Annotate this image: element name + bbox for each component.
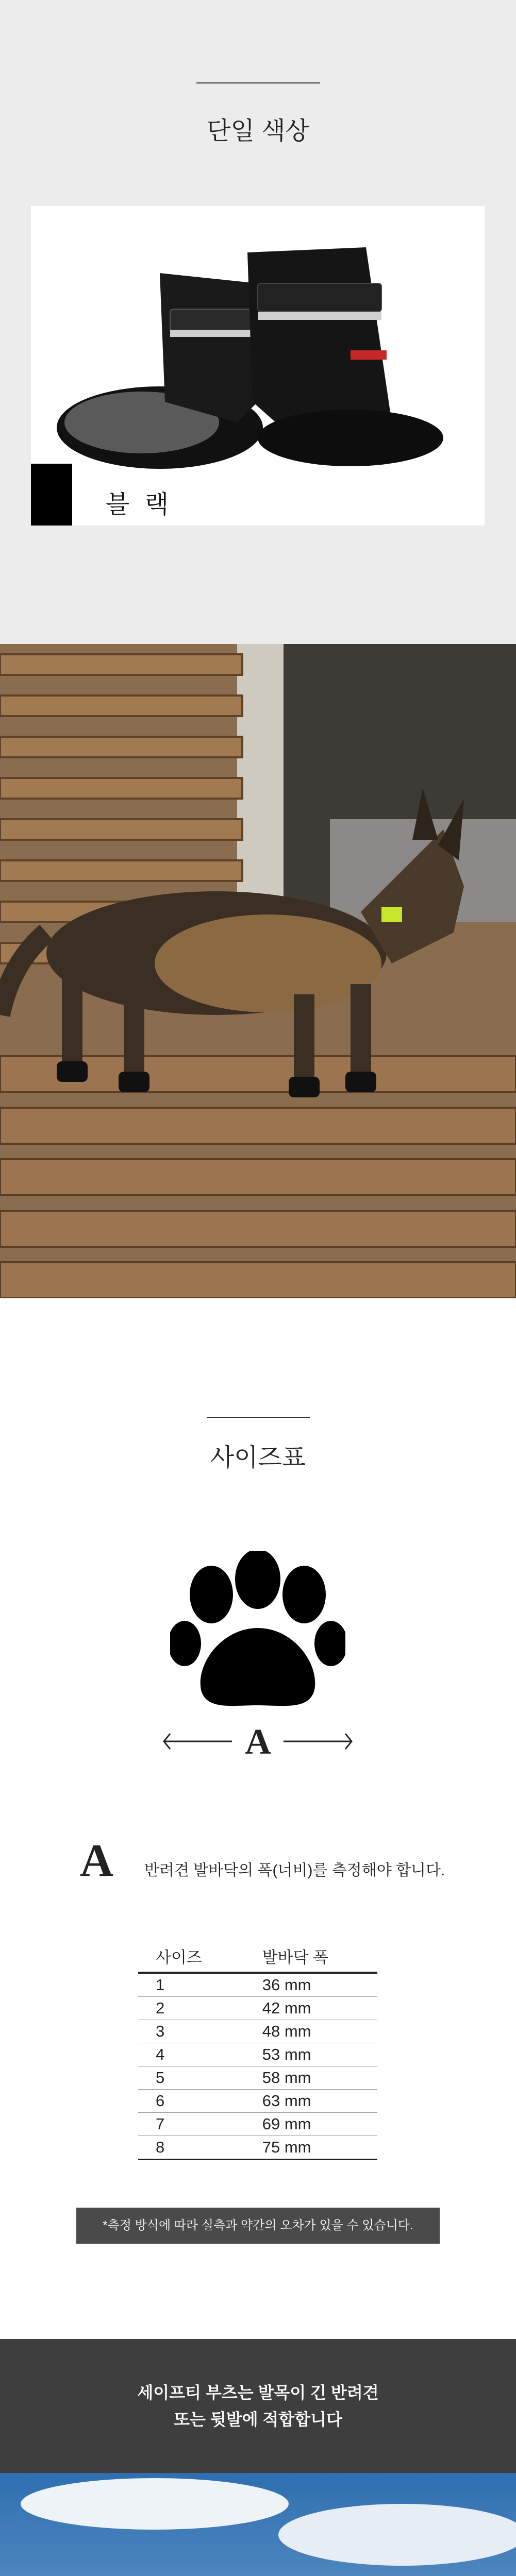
cell-size: 2 xyxy=(138,1997,245,2020)
cell-size: 1 xyxy=(138,1973,245,1997)
cell-size: 5 xyxy=(138,2066,245,2090)
title-divider xyxy=(207,1417,310,1418)
banner-line-2: 또는 뒷발에 적합합니다 xyxy=(174,2410,342,2429)
cell-size: 7 xyxy=(138,2113,245,2136)
cell-width: 69 mm xyxy=(245,2113,377,2136)
table-row xyxy=(138,2136,377,2160)
table-row xyxy=(138,1997,377,2020)
table-row xyxy=(138,2043,377,2066)
dog-photo xyxy=(0,644,516,1298)
table-row xyxy=(138,2066,377,2090)
cell-width: 53 mm xyxy=(245,2043,377,2066)
size-table-header xyxy=(138,1942,377,1973)
product-card xyxy=(31,206,485,526)
title-divider xyxy=(196,82,320,83)
measure-letter-large: A xyxy=(80,1835,113,1886)
size-section-title: 사이즈표 xyxy=(210,1444,306,1471)
color-name-label: 블 랙 xyxy=(106,491,173,518)
cell-width: 48 mm xyxy=(245,2020,377,2043)
measurement-note: *측정 방식에 따라 실측과 약간의 오차가 있을 수 있습니다. xyxy=(76,2208,440,2244)
cell-width: 58 mm xyxy=(245,2066,377,2090)
header-size: 사이즈 xyxy=(138,1942,245,1973)
cell-width: 75 mm xyxy=(245,2136,377,2160)
dog-on-pallets-image xyxy=(0,644,516,1298)
cell-width: 42 mm xyxy=(245,1997,377,2020)
table-row xyxy=(138,2113,377,2136)
black-color-swatch xyxy=(31,464,72,526)
boots-image xyxy=(31,206,485,526)
woman-with-dog-image xyxy=(0,2473,516,2576)
left-boot xyxy=(57,273,273,469)
color-section-title: 단일 색상 xyxy=(207,117,309,145)
cell-width: 63 mm xyxy=(245,2090,377,2113)
color-section xyxy=(0,0,516,644)
measure-axis-letter: A xyxy=(245,1722,271,1762)
measure-instruction: 반려견 발바닥의 폭(너비)를 측정해야 합니다. xyxy=(144,1862,445,1879)
header-paw-width: 발바닥 폭 xyxy=(245,1942,377,1973)
cell-width: 36 mm xyxy=(245,1973,377,1997)
cell-size: 6 xyxy=(138,2090,245,2113)
woman-dog-photo xyxy=(0,2473,516,2576)
table-row xyxy=(138,1973,377,1997)
right-boot xyxy=(247,247,443,466)
banner-line-1: 세이프티 부츠는 발목이 긴 반려견 xyxy=(137,2383,379,2402)
paw-print-icon xyxy=(170,1551,345,1716)
size-section xyxy=(0,1298,516,2339)
safety-banner xyxy=(0,2339,516,2473)
cell-size: 3 xyxy=(138,2020,245,2043)
table-row xyxy=(138,2020,377,2043)
table-row xyxy=(138,2090,377,2113)
cell-size: 8 xyxy=(138,2136,245,2160)
size-table xyxy=(138,1942,377,2160)
cell-size: 4 xyxy=(138,2043,245,2066)
